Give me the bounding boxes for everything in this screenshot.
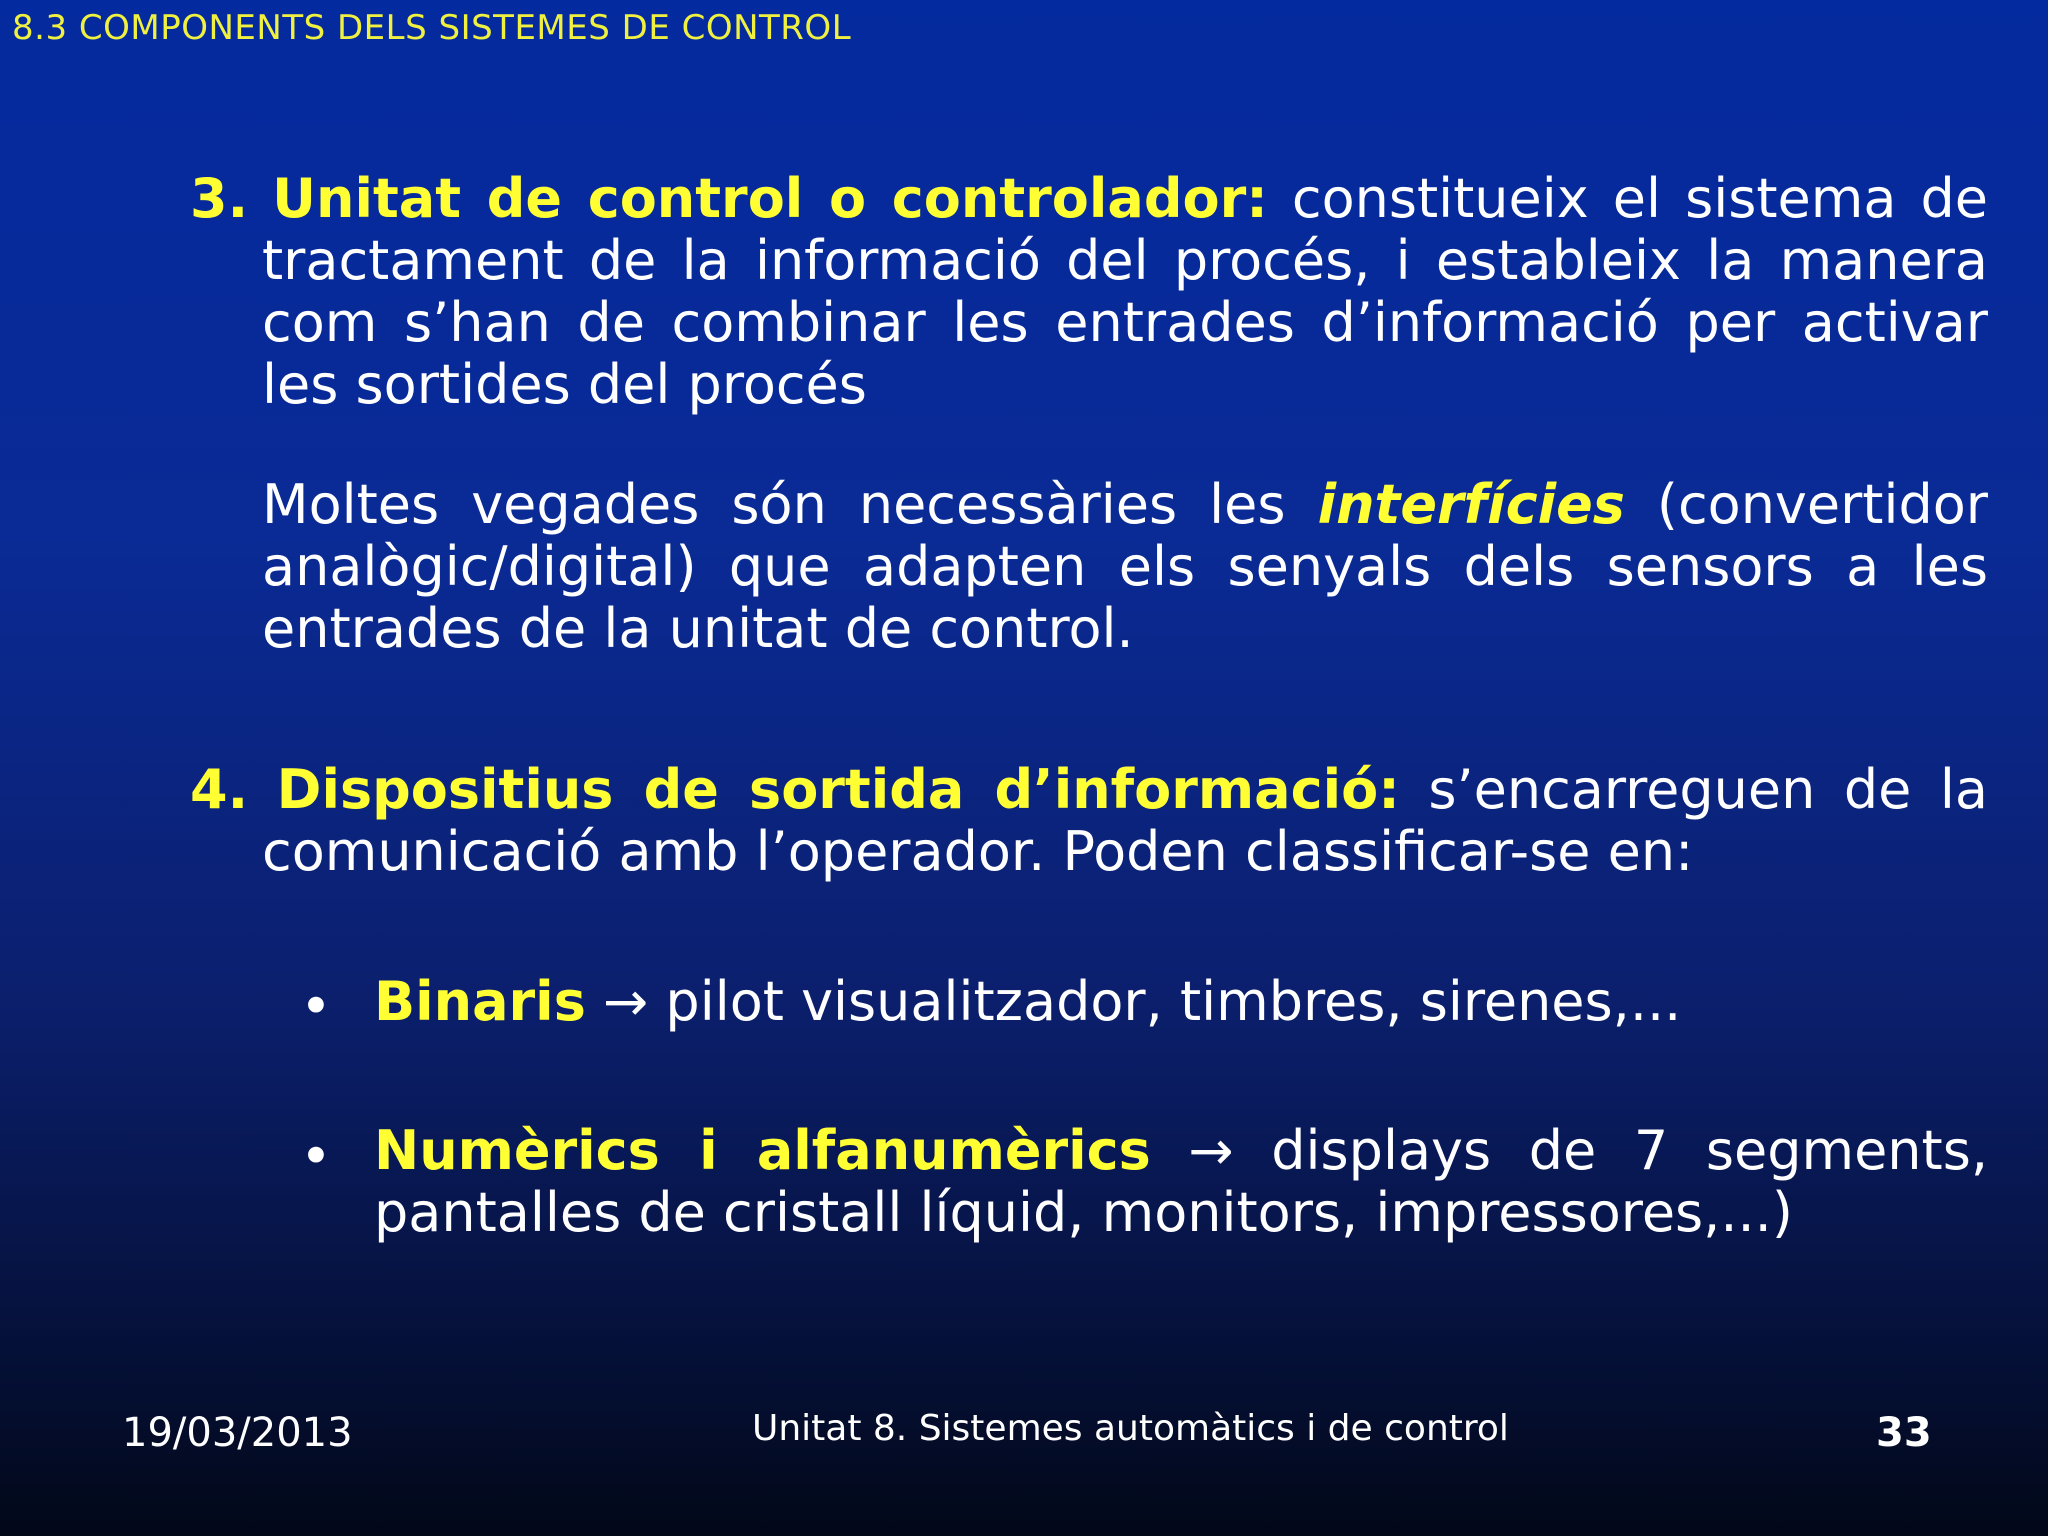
- item-4-hanging-block: [190, 759, 1988, 883]
- bullet-marker: •: [300, 1125, 332, 1188]
- footer-title: Unitat 8. Sistemes automàtics i de control: [752, 1408, 1509, 1449]
- arrow-icon: →: [585, 970, 666, 1033]
- item-3-number: 3.: [190, 167, 249, 230]
- interfaces-highlight: interfícies: [1317, 473, 1625, 536]
- item-3-paragraph: [190, 168, 1988, 416]
- item-3-note-paragraph: [262, 474, 1988, 660]
- bullet-marker: •: [300, 975, 332, 1038]
- bullet-term: Numèrics i alfanumèrics: [374, 1119, 1151, 1182]
- footer-date: 19/03/2013: [122, 1410, 353, 1456]
- arrow-icon: →: [1150, 1119, 1272, 1182]
- item-3-note-before: Moltes vegades són necessàries les: [262, 473, 1318, 536]
- item-3-text: constitueix el sistema de tractament de la informació del procés, i estableix la manera com s’han de combinar les entrades d’informació per activar les sortides del procés: [262, 167, 1988, 416]
- slide-number: 33: [1876, 1410, 1932, 1456]
- item-4-paragraph: [190, 759, 1988, 883]
- item-4-number: 4.: [190, 758, 249, 821]
- section-header: 8.3 COMPONENTS DELS SISTEMES DE CONTROL: [12, 8, 852, 48]
- bullet-item-numerics: [374, 1120, 1988, 1244]
- item-4-title: Dispositius de sortida d’informació:: [276, 758, 1400, 821]
- item-3-title: Unitat de control o controlador:: [272, 167, 1268, 230]
- item-3-hanging-block: [190, 168, 1988, 416]
- bullet-term: Binaris: [374, 970, 586, 1033]
- item-3-note-after: (convertidor analògic/digital) que adapten els senyals dels sensors a les entrades de la unitat de control.: [262, 473, 1989, 660]
- bullet-text: pilot visualitzador, timbres, sirenes,...: [665, 970, 1682, 1033]
- bullet-text: displays de 7 segments, pantalles de cristall líquid, monitors, impressores,...): [374, 1119, 1988, 1244]
- item-4-text: s’encarreguen de la comunicació amb l’operador. Poden classificar-se en:: [262, 758, 1988, 883]
- bullet-item-binaris: [374, 971, 1988, 1033]
